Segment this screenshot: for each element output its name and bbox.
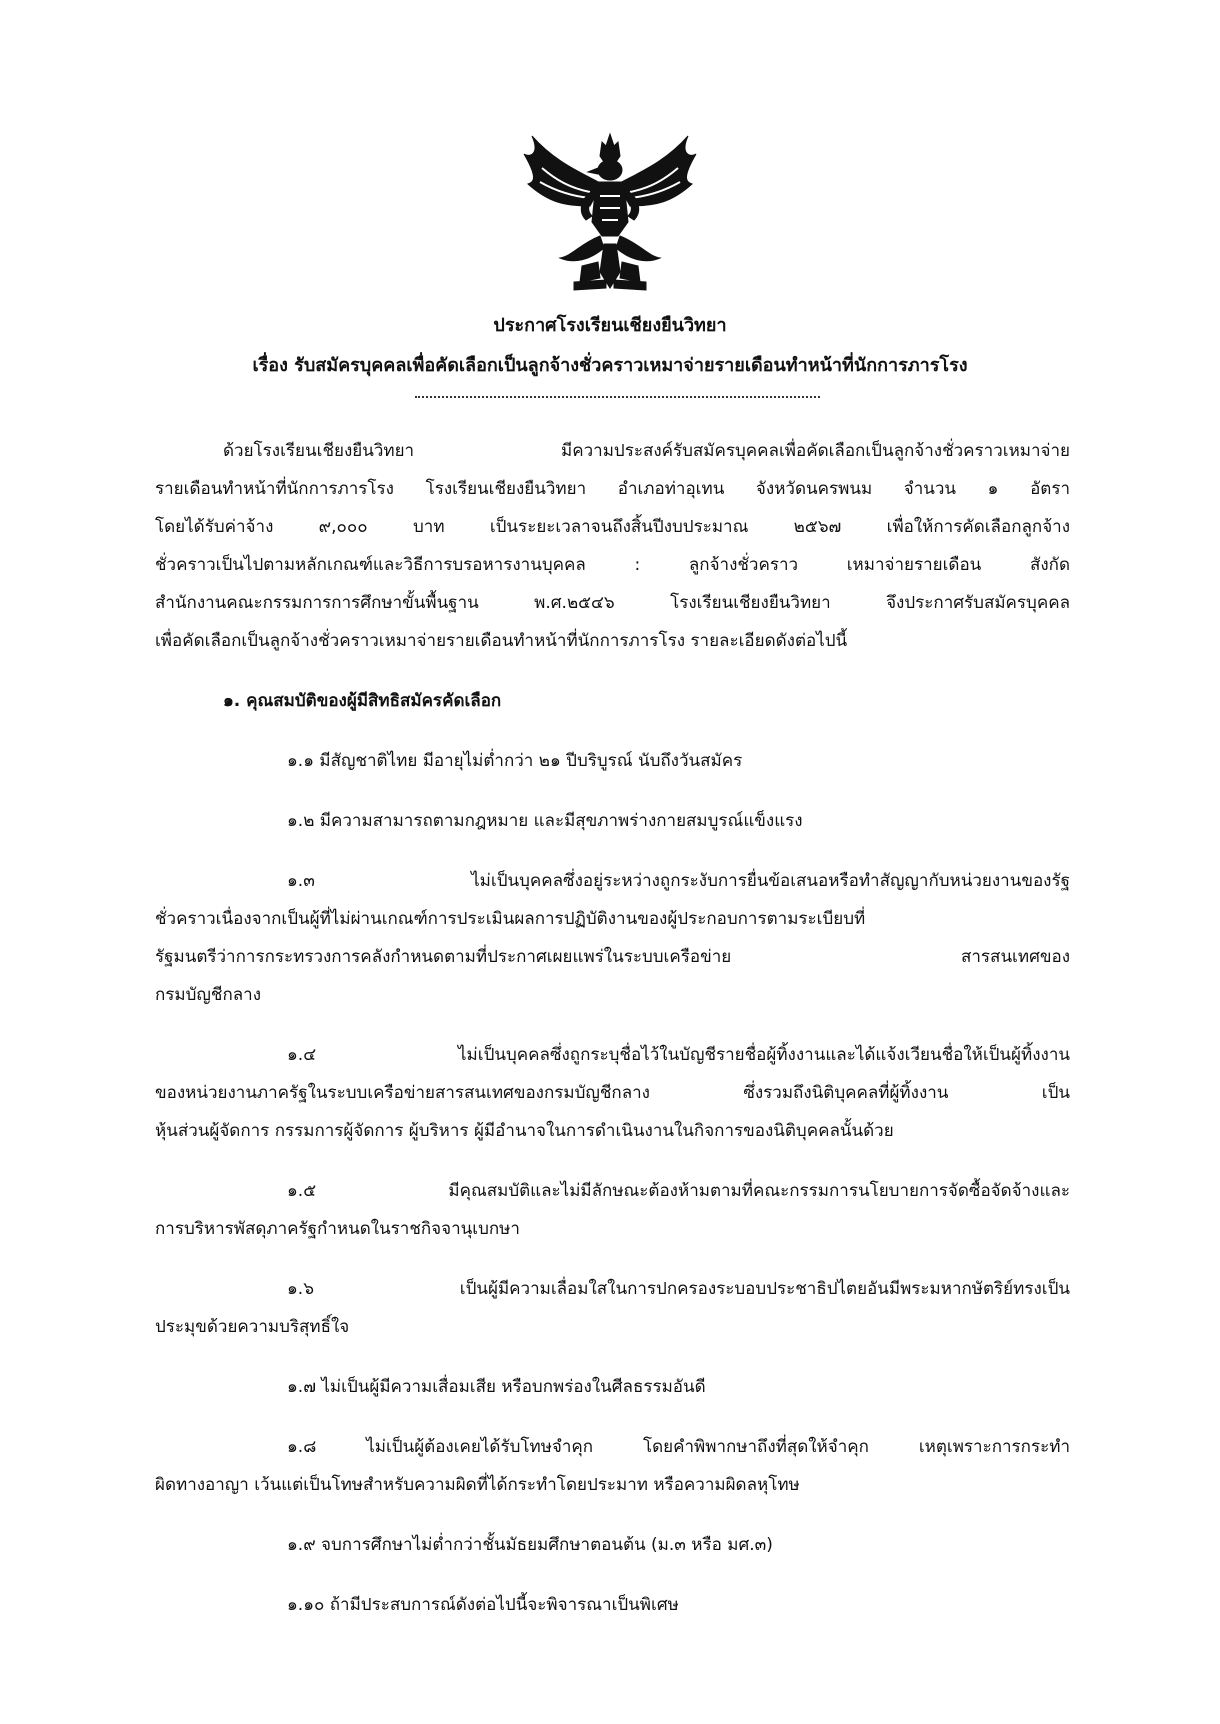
item-line: รัฐมนตรีว่าการกระทรวงการคลังกำหนดตามที่ประกาศเผยแพร่ในระบบเครือข่าย สารสนเทศของ bbox=[155, 947, 1070, 967]
intro-line: ด้วยโรงเรียนเชียงยืนวิทยา มีความประสงค์รับสมัครบุคคลเพื่อคัดเลือกเป็นลูกจ้างชั่วคราวเหมาจ่าย bbox=[223, 441, 1070, 461]
section-heading: ๑. คุณสมบัติของผู้มีสิทธิสมัครคัดเลือก bbox=[223, 691, 502, 711]
intro-line: โดยได้รับค่าจ้าง ๙,๐๐๐ บาท เป็นระยะเวลาจนถึงสิ้นปีงบประมาณ ๒๕๖๗ เพื่อให้การคัดเลือกลูกจ้าง bbox=[155, 517, 1070, 537]
qualification-item bbox=[155, 1368, 1070, 1406]
item-line: ๑.๘ ไม่เป็นผู้ต้องเคยได้รับโทษจำคุก โดยคำพิพากษาถึงที่สุดให้จำคุก เหตุเพราะการกระทำ bbox=[287, 1437, 1070, 1457]
intro-line: เพื่อคัดเลือกเป็นลูกจ้างชั่วคราวเหมาจ่ายรายเดือนทำหน้าที่นักการภารโรง รายละเอียดดังต่อไปนี้ bbox=[155, 631, 848, 651]
item-line: ๑.๑๐ ถ้ามีประสบการณ์ดังต่อไปนี้จะพิจารณาเป็นพิเศษ bbox=[287, 1595, 679, 1615]
item-line: ๑.๙ จบการศึกษาไม่ต่ำกว่าชั้นมัธยมศึกษาตอนต้น (ม.๓ หรือ มศ.๓) bbox=[287, 1535, 773, 1555]
qualification-item bbox=[155, 1526, 1070, 1564]
item-line: ๑.๑ มีสัญชาติไทย มีอายุไม่ต่ำกว่า ๒๑ ปีบริบูรณ์ นับถึงวันสมัคร bbox=[287, 751, 743, 771]
qualification-item bbox=[155, 862, 1070, 1014]
qualification-item bbox=[155, 1036, 1070, 1150]
qualification-item bbox=[155, 1270, 1070, 1346]
item-line: การบริหารพัสดุภาครัฐกำหนดในราชกิจจานุเบกษา bbox=[155, 1219, 520, 1239]
item-line: ผิดทางอาญา เว้นแต่เป็นโทษสำหรับความผิดที่ได้กระทำโดยประมาท หรือความผิดลหุโทษ bbox=[155, 1475, 800, 1495]
item-line: ๑.๓ ไม่เป็นบุคคลซึ่งอยู่ระหว่างถูกระงับการยื่นข้อเสนอหรือทำสัญญากับหน่วยงานของรัฐ bbox=[287, 871, 1070, 891]
item-line: ๑.๔ ไม่เป็นบุคคลซึ่งถูกระบุชื่อไว้ในบัญชีรายชื่อผู้ทิ้งงานและได้แจ้งเวียนชื่อให้เป็นผู้ทิ้งงาน bbox=[287, 1045, 1070, 1065]
qualification-item bbox=[155, 1428, 1070, 1504]
document-body bbox=[155, 432, 1070, 1646]
intro-line: ชั่วคราวเป็นไปตามหลักเกณฑ์และวิธีการบรอหารงานบุคคล : ลูกจ้างชั่วคราว เหมาจ่ายรายเดือน สังกัด bbox=[155, 555, 1070, 575]
item-line: หุ้นส่วนผู้จัดการ กรรมการผู้จัดการ ผู้บริหาร ผู้มีอำนาจในการดำเนินงานในกิจการของนิติบุคคลนั้นด้วย bbox=[155, 1121, 894, 1141]
item-line: ประมุขด้วยความบริสุทธิ์ใจ bbox=[155, 1317, 350, 1337]
item-line: ๑.๖ เป็นผู้มีความเลื่อมใสในการปกครองระบอบประชาธิปไตยอันมีพระมหากษัตริย์ทรงเป็น bbox=[287, 1279, 1070, 1299]
qualification-item bbox=[155, 742, 1070, 780]
item-line: ชั่วคราวเนื่องจากเป็นผู้ที่ไม่ผ่านเกณฑ์การประเมินผลการปฏิบัติงานของผู้ประกอบการตามระเบียบที่ bbox=[155, 909, 866, 929]
intro-line: สำนักงานคณะกรรมการการศึกษาขั้นพื้นฐาน พ.ศ.๒๕๔๖ โรงเรียนเชียงยืนวิทยา จึงประกาศรับสมัครบุคคล bbox=[155, 593, 1070, 613]
item-line: กรมบัญชีกลาง bbox=[155, 985, 262, 1005]
separator-dotted-line bbox=[415, 396, 820, 398]
announcement-subject: เรื่อง รับสมัครบุคคลเพื่อคัดเลือกเป็นลูกจ้างชั่วคราวเหมาจ่ายรายเดือนทำหน้าที่นักการภารโรง bbox=[252, 355, 968, 376]
qualification-item bbox=[155, 1172, 1070, 1248]
qualification-item bbox=[155, 1586, 1070, 1624]
qualification-item bbox=[155, 802, 1070, 840]
item-line: ของหน่วยงานภาครัฐในระบบเครือข่ายสารสนเทศของกรมบัญชีกลาง ซึ่งรวมถึงนิติบุคคลที่ผู้ทิ้งงาน เป็น bbox=[155, 1083, 1070, 1103]
garuda-emblem-icon bbox=[520, 132, 700, 292]
announcement-title: ประกาศโรงเรียนเชียงยืนวิทยา bbox=[493, 315, 727, 336]
item-line: ๑.๒ มีความสามารถตามกฎหมาย และมีสุขภาพร่างกายสมบูรณ์แข็งแรง bbox=[287, 811, 803, 831]
intro-paragraph bbox=[155, 432, 1070, 660]
item-line: ๑.๗ ไม่เป็นผู้มีความเสื่อมเสีย หรือบกพร่องในศีลธรรมอันดี bbox=[287, 1377, 706, 1397]
intro-line: รายเดือนทำหน้าที่นักการภารโรง โรงเรียนเชียงยืนวิทยา อำเภอท่าอุเทน จังหวัดนครพนม จำนวน ๑ อัตรา bbox=[155, 479, 1070, 499]
item-line: ๑.๕ มีคุณสมบัติและไม่มีลักษณะต้องห้ามตามที่คณะกรรมการนโยบายการจัดซื้อจัดจ้างและ bbox=[287, 1181, 1070, 1201]
